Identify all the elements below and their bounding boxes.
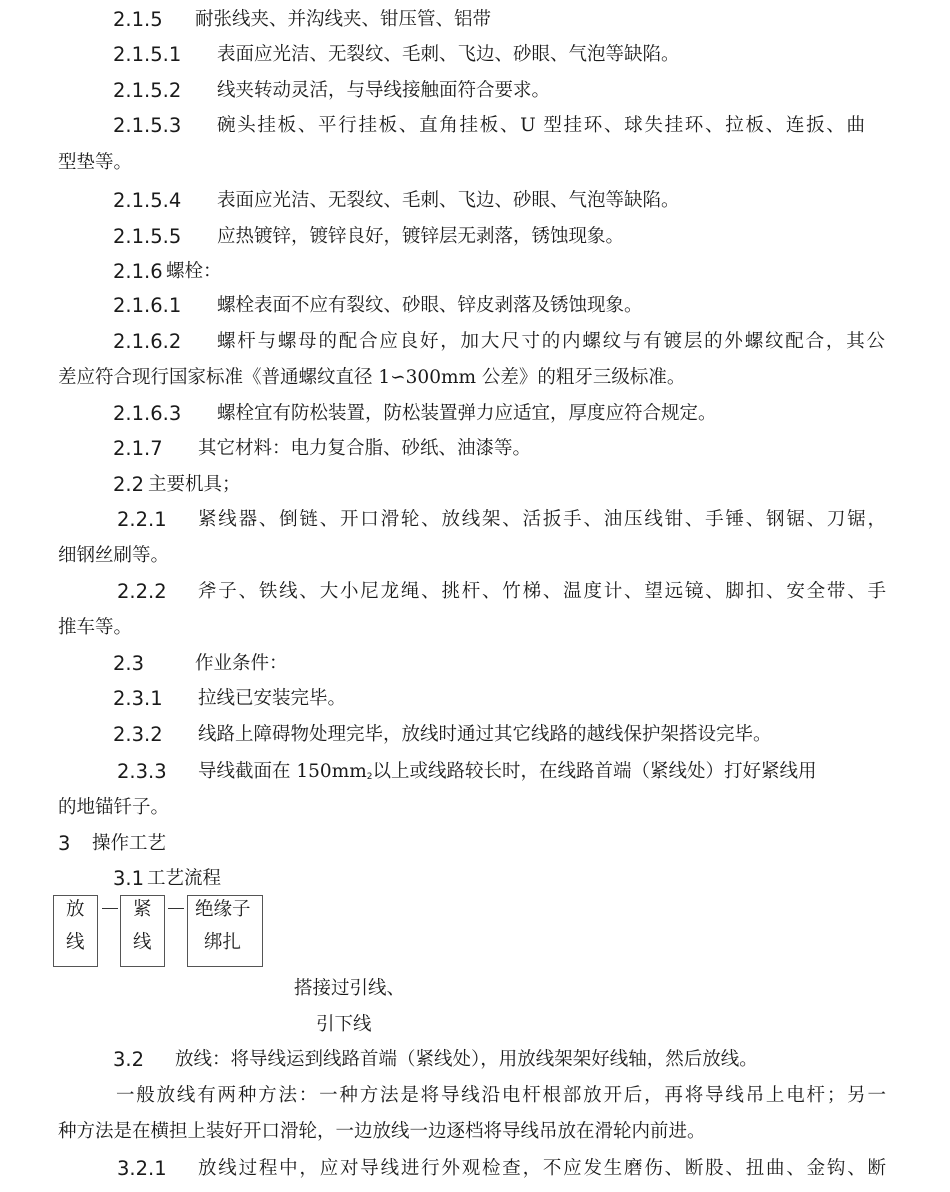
section-number: 3.1 [113, 867, 145, 890]
section-text: 放线过程中，应对导线进行外观检查，不应发生磨伤、断股、扭曲、金钩、断 [198, 1158, 886, 1179]
item-number: 2.1.7 [113, 437, 163, 460]
item-number: 2.3.1 [113, 687, 163, 710]
item-text: 拉线已安装完毕。 [198, 688, 347, 709]
item-number: 2.2.1 [117, 508, 167, 531]
flow-box-label-line2: 线 [66, 932, 85, 953]
item-text-continuation: 型垫等。 [58, 152, 133, 173]
item-text: 耐张线夹、并沟线夹、钳压管、铝带 [195, 9, 492, 30]
section-title: 工艺流程 [147, 868, 222, 889]
flow-box-label-line2: 绑扎 [204, 932, 242, 953]
item-text: 表面应光洁、无裂纹、毛刺、飞边、砂眼、气泡等缺陷。 [217, 44, 680, 65]
flow-box-label-line1: 放 [66, 899, 85, 920]
item-number: 2.1.5.4 [113, 189, 182, 212]
item-number: 2.2 [113, 473, 145, 496]
item-text-part-b: 以上或线路较长时，在线路首端（紧线处）打好紧线用 [372, 761, 817, 782]
flow-sub-label-line1: 搭接过引线、 [294, 978, 406, 999]
section-text: 放线：将导线运到线路首端（紧线处），用放线架架好线轴，然后放线。 [175, 1049, 758, 1070]
item-number: 2.1.6.2 [113, 330, 182, 353]
item-text: 紧线器、倒链、开口滑轮、放线架、活扳手、油压线钳、手锤、钢锯、刀锯， [198, 509, 886, 530]
item-number: 2.1.6.1 [113, 294, 182, 317]
item-text: 表面应光洁、无裂纹、毛刺、飞边、砂眼、气泡等缺陷。 [217, 190, 680, 211]
item-text: 作业条件： [195, 653, 288, 674]
flow-box-insulator-binding [187, 895, 263, 967]
flow-sub-label-line2: 引下线 [316, 1014, 372, 1035]
item-number: 2.1.5.1 [113, 43, 182, 66]
item-text: 应热镀锌，镀锌良好，镀锌层无剥落，锈蚀现象。 [217, 226, 625, 247]
section-number: 3 [58, 832, 71, 855]
section-title: 操作工艺 [92, 833, 167, 854]
item-number: 2.1.5.3 [113, 114, 182, 137]
flow-connector [102, 908, 118, 909]
flow-box-label-line2: 线 [133, 932, 152, 953]
item-number: 2.2.2 [117, 580, 167, 603]
item-text: 斧子、铁线、大小尼龙绳、挑杆、竹梯、温度计、望远镜、脚扣、安全带、手 [198, 581, 886, 602]
item-text [198, 760, 817, 789]
paragraph-text: 一般放线有两种方法：一种方法是将导线沿电杆根部放开后，再将导线吊上电杆；另一 [116, 1085, 886, 1106]
item-text: 螺杆与螺母的配合应良好，加大尺寸的内螺纹与有镀层的外螺纹配合，其公 [217, 331, 885, 352]
flow-box-label-line1: 绝缘子 [195, 899, 251, 920]
item-number: 2.1.5 [113, 8, 163, 31]
paragraph-text: 种方法是在横担上装好开口滑轮，一边放线一边逐档将导线吊放在滑轮内前进。 [58, 1121, 706, 1142]
item-number: 2.1.6.3 [113, 402, 182, 425]
item-text: 螺栓宜有防松装置，防松装置弹力应适宜，厚度应符合规定。 [217, 403, 717, 424]
item-text-continuation: 差应符合现行国家标准《普通螺纹直径 1∽300mm 公差》的粗牙三级标准。 [58, 367, 686, 388]
flow-box-label-line1: 紧 [133, 899, 152, 920]
item-text: 碗头挂板、平行挂板、直角挂板、U 型挂环、球失挂环、拉板、连扳、曲 [217, 115, 865, 136]
item-number: 2.3.2 [113, 723, 163, 746]
section-number: 3.2.1 [117, 1157, 167, 1180]
item-text: 线路上障碍物处理完毕，放线时通过其它线路的越线保护架搭设完毕。 [198, 724, 772, 745]
item-number: 2.1.5.2 [113, 79, 182, 102]
superscript-2: 2 [366, 772, 373, 782]
item-text: 螺栓： [166, 261, 222, 282]
item-number: 2.1.5.5 [113, 225, 182, 248]
item-text: 螺栓表面不应有裂纹、砂眼、锌皮剥落及锈蚀现象。 [217, 295, 643, 316]
section-number: 3.2 [113, 1048, 145, 1071]
item-text: 其它材料：电力复合脂、砂纸、油漆等。 [198, 438, 532, 459]
item-text-continuation: 的地锚钎子。 [58, 797, 170, 818]
item-number: 2.3 [113, 652, 145, 675]
flow-connector [168, 908, 184, 909]
item-text-continuation: 推车等。 [58, 617, 133, 638]
flow-box-fangxian [53, 895, 98, 967]
item-text: 主要机具； [148, 474, 241, 495]
flow-box-jinxian [120, 895, 165, 967]
item-text-continuation: 细钢丝刷等。 [58, 545, 170, 566]
item-text-part-a: 导线截面在 150mm [198, 761, 367, 782]
item-number: 2.1.6 [113, 260, 163, 283]
item-number: 2.3.3 [117, 760, 167, 783]
item-text: 线夹转动灵活，与导线接触面符合要求。 [217, 80, 551, 101]
